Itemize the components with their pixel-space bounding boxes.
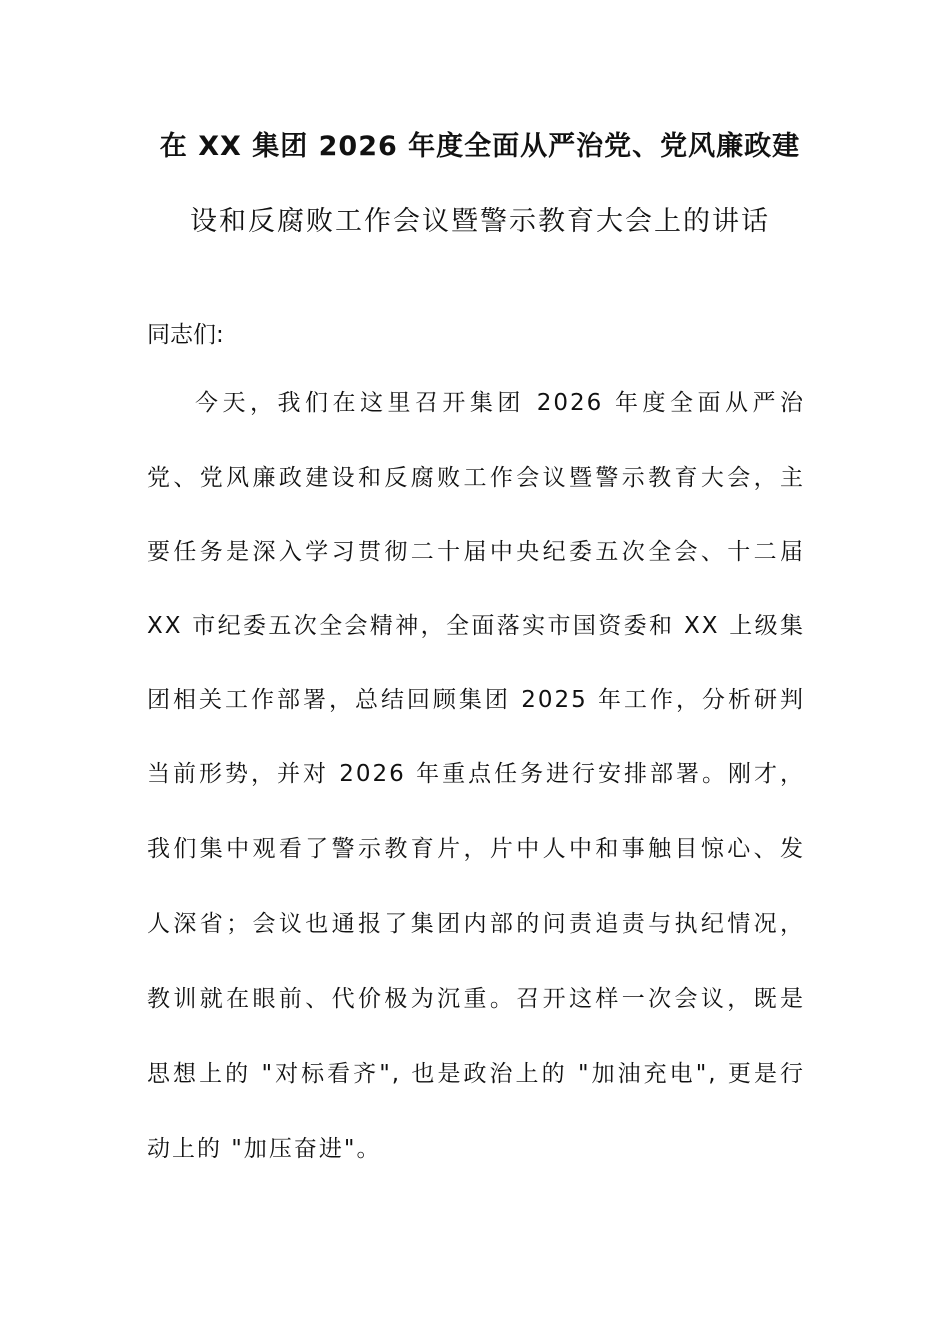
paragraph-line: 我们集中观看了警示教育片，片中人中和事触目惊心、发 bbox=[147, 836, 805, 862]
paragraph-line: XX 市纪委五次全会精神，全面落实市国资委和 XX 上级集 bbox=[147, 613, 805, 639]
paragraph-line: 要任务是深入学习贯彻二十届中央纪委五次全会、十二届 bbox=[147, 539, 805, 565]
paragraph-line: 党、党风廉政建设和反腐败工作会议暨警示教育大会，主 bbox=[147, 465, 805, 491]
paragraph-line: 人深省；会议也通报了集团内部的问责追责与执纪情况， bbox=[147, 911, 805, 937]
paragraph-line: 当前形势，并对 2026 年重点任务进行安排部署。刚才， bbox=[147, 761, 805, 787]
paragraph-line: 团相关工作部署，总结回顾集团 2025 年工作，分析研判 bbox=[147, 687, 805, 713]
paragraph-line: 今天，我们在这里召开集团 2026 年度全面从严治 bbox=[195, 390, 805, 416]
document-title-line-1: 在 XX 集团 2026 年度全面从严治党、党风廉政建 bbox=[159, 131, 801, 162]
paragraph-line: 教训就在眼前、代价极为沉重。召开这样一次会议，既是 bbox=[147, 986, 805, 1012]
document-title-line-2: 设和反腐败工作会议暨警示教育大会上的讲话 bbox=[190, 206, 770, 237]
paragraph-line: 思想上的 "对标看齐", 也是政治上的 "加油充电", 更是行 bbox=[147, 1061, 805, 1087]
greeting: 同志们: bbox=[147, 322, 224, 348]
paragraph-line: 动上的 "加压奋进"。 bbox=[147, 1136, 382, 1162]
